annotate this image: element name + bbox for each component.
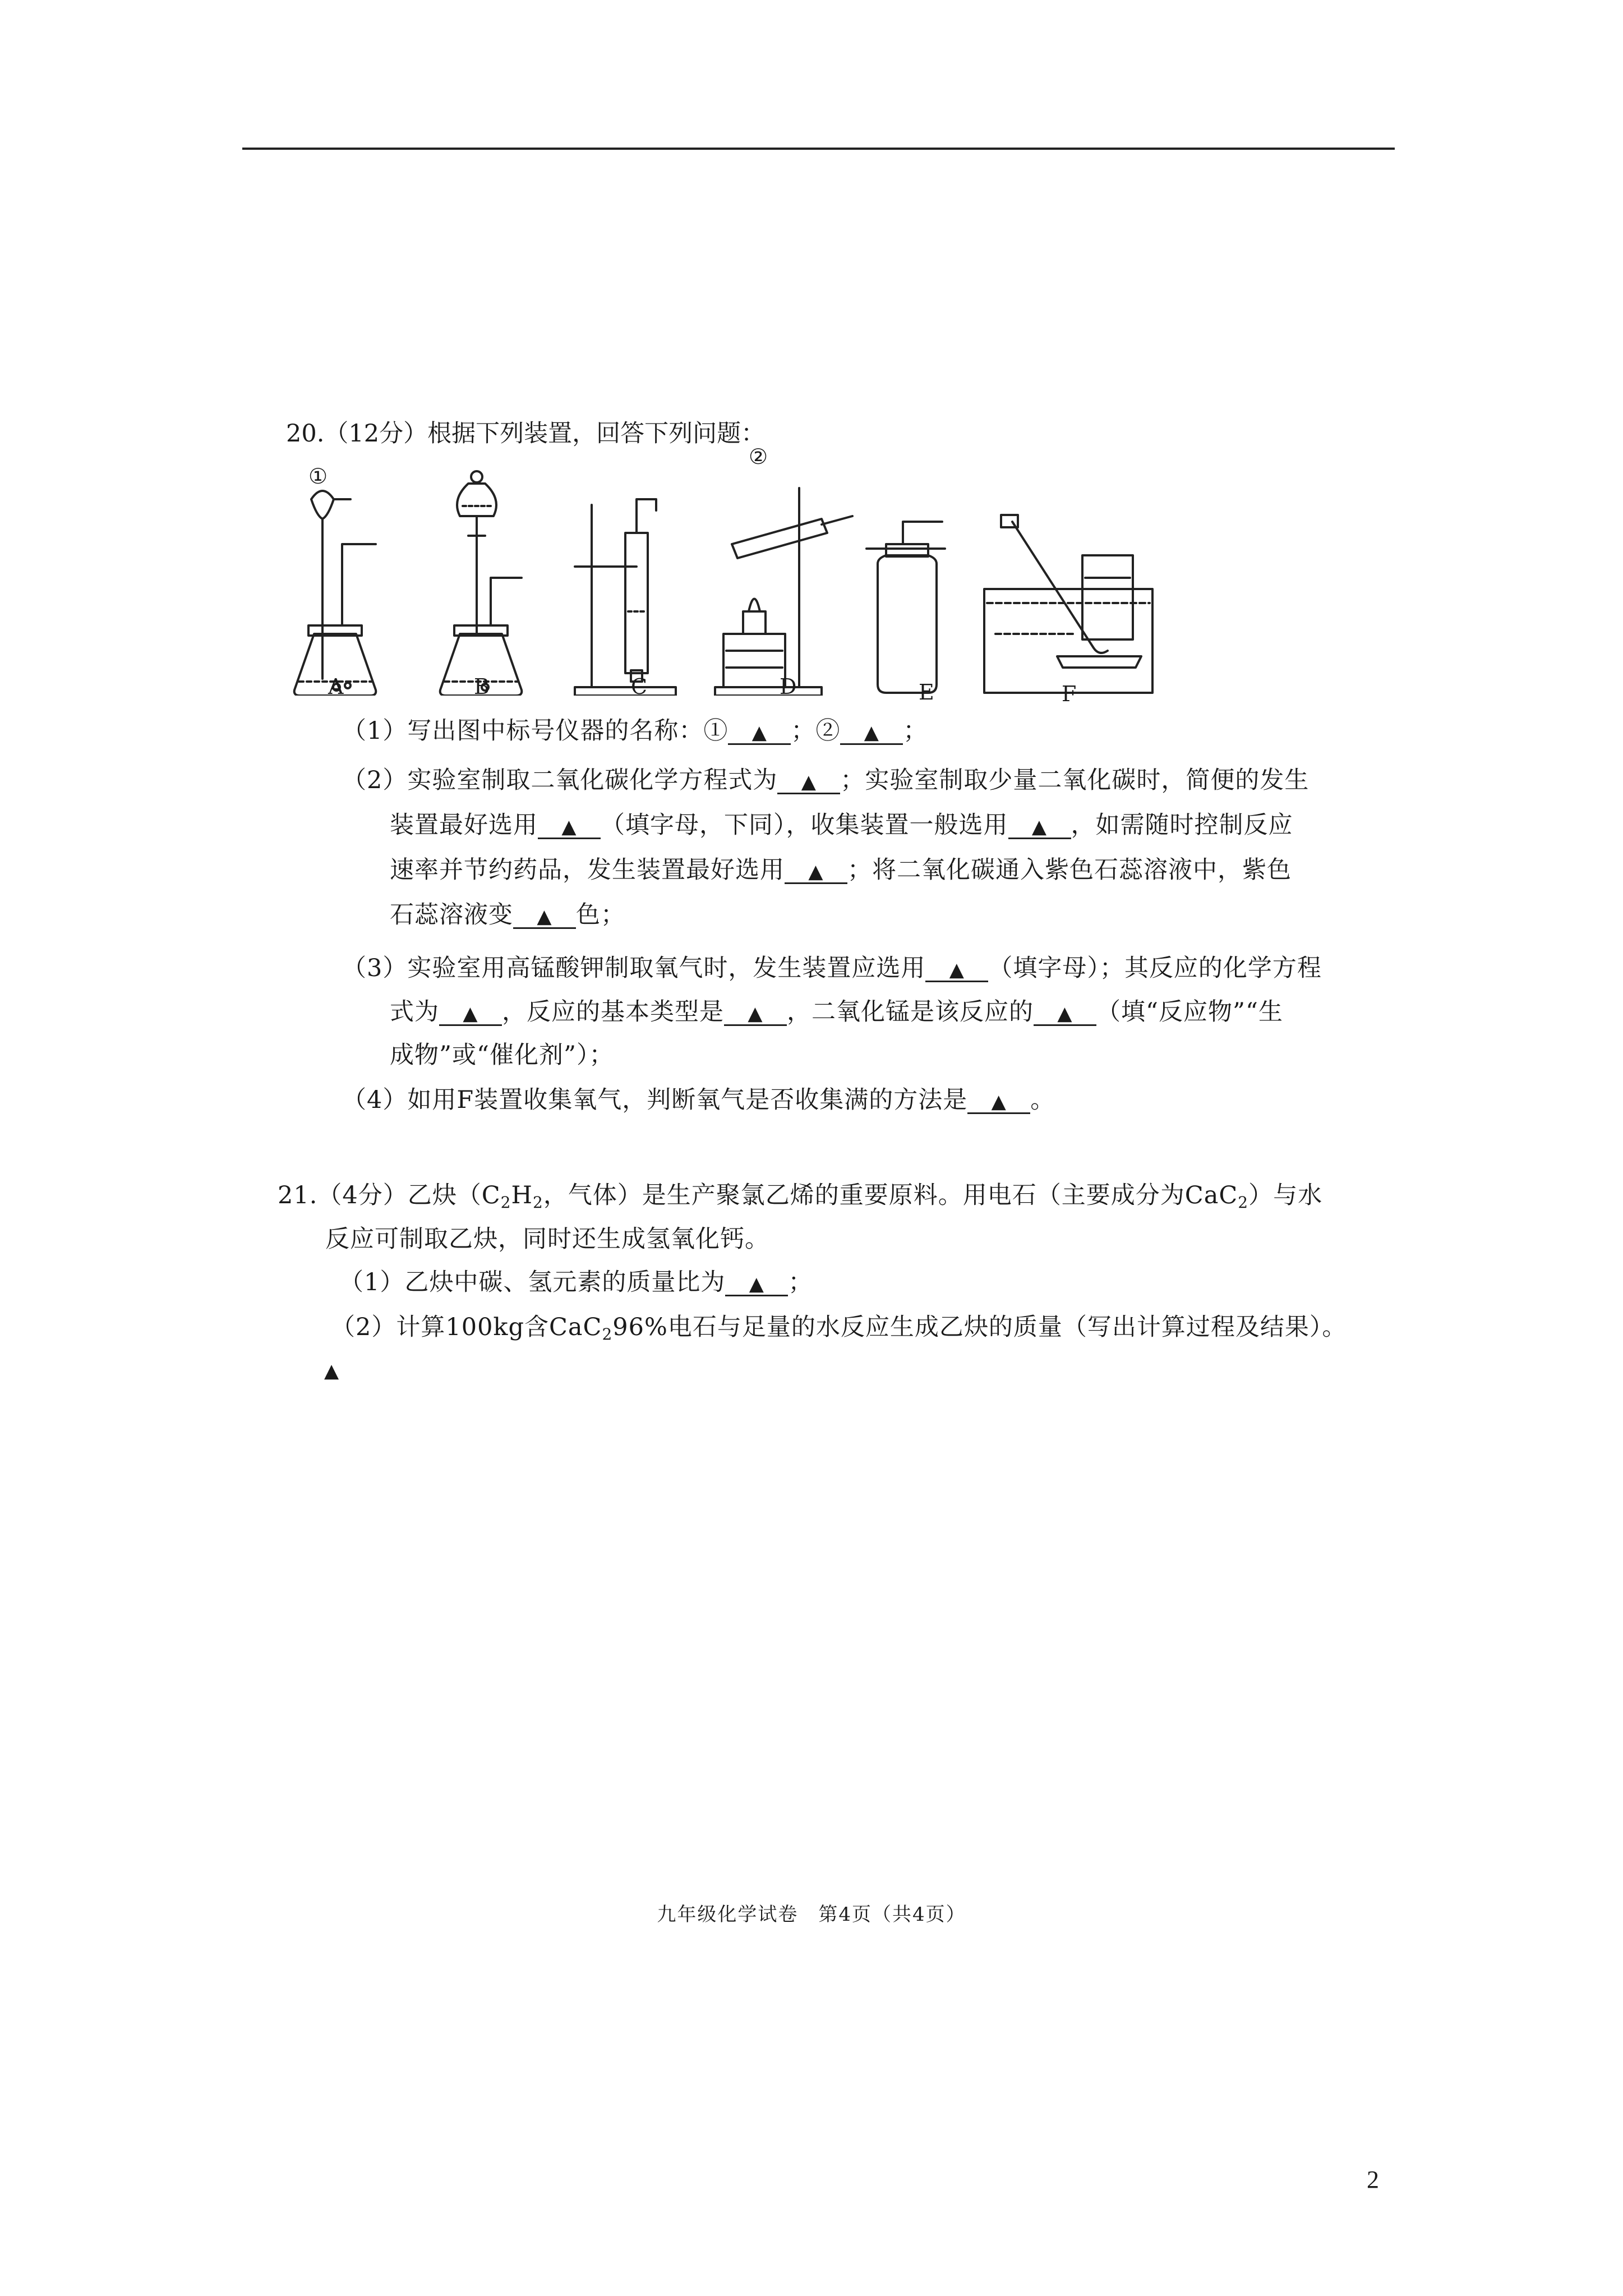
apparatus-c xyxy=(575,499,676,699)
answer-mark: ▲ xyxy=(949,959,965,981)
label-f: F xyxy=(1062,682,1077,706)
label-b: B xyxy=(474,674,490,699)
q20-part2-line2 xyxy=(390,813,1293,839)
q20-part3-text: ，二氧化锰是该反应的 xyxy=(787,998,1034,1026)
apparatus-b xyxy=(440,471,522,699)
label-c: C xyxy=(631,674,648,699)
q20-part2-text: （填字母，下同），收集装置一般选用 xyxy=(601,811,1008,839)
header-rule xyxy=(242,148,1395,150)
q20-part2-text: 速率并节约药品，发生装置最好选用 xyxy=(390,856,785,884)
q20-part3-text: 式为 xyxy=(390,998,439,1026)
answer-mark: ▲ xyxy=(749,1273,764,1295)
q20-part3-line1 xyxy=(342,956,1322,982)
q21-part2 xyxy=(331,1315,1347,1342)
q20-part1-text-b: ；② xyxy=(791,717,841,745)
q20-part2-line4 xyxy=(390,903,625,929)
page-number: 2 xyxy=(1367,2166,1379,2193)
answer-blank[interactable] xyxy=(724,1000,787,1026)
label-d: D xyxy=(780,674,797,699)
question-21-line1 xyxy=(278,1181,1323,1212)
q20-part3-text: （填字母）；其反应的化学方程 xyxy=(988,954,1322,982)
subscript: 2 xyxy=(500,1193,511,1212)
q20-part3-text: （3）实验室用高锰酸钾制取氧气时，发生装置应选用 xyxy=(342,954,926,982)
answer-blank[interactable] xyxy=(785,858,847,884)
subscript: 2 xyxy=(1238,1193,1249,1212)
answer-blank[interactable] xyxy=(925,956,988,982)
answer-blank[interactable] xyxy=(1034,1000,1096,1026)
subscript: 2 xyxy=(532,1193,543,1212)
q20-part3-line3: 成物”或“催化剂”）； xyxy=(390,1041,614,1069)
answer-mark: ▲ xyxy=(463,1002,478,1025)
subscript: 2 xyxy=(602,1325,613,1343)
answer-mark: ▲ xyxy=(537,905,552,928)
q21-part1-text: ； xyxy=(788,1268,813,1296)
q21-part1 xyxy=(339,1268,813,1296)
apparatus-drawing xyxy=(283,466,1158,699)
q20-part3-line2 xyxy=(390,1000,1283,1026)
q21-text: 21.（4分）乙炔（C xyxy=(278,1181,501,1209)
apparatus-figure xyxy=(283,444,1158,699)
answer-blank[interactable] xyxy=(777,769,840,794)
q20-part4-text: （4）如用F装置收集氧气，判断氧气是否收集满的方法是 xyxy=(342,1086,968,1114)
q20-part1 xyxy=(342,719,928,745)
answer-blank[interactable] xyxy=(538,813,601,839)
q20-part2-text: 装置最好选用 xyxy=(390,811,538,839)
circle-marker-1: ① xyxy=(308,464,328,489)
q20-part1-text-a: （1）写出图中标号仪器的名称：① xyxy=(342,717,728,745)
answer-mark: ▲ xyxy=(751,721,767,744)
answer-blank[interactable] xyxy=(1008,813,1071,839)
question-21-line2: 反应可制取乙炔，同时还生成氢氧化钙。 xyxy=(325,1225,769,1253)
answer-mark: ▲ xyxy=(1057,1002,1073,1025)
apparatus-f xyxy=(984,515,1152,693)
q21-part2-text: （2）计算100kg含CaC xyxy=(331,1313,602,1341)
q21-part2-text: 96%电石与足量的水反应生成乙炔的质量（写出计算过程及结果）。 xyxy=(612,1313,1347,1341)
answer-mark: ▲ xyxy=(748,1002,763,1025)
apparatus-a xyxy=(294,491,376,699)
apparatus-e xyxy=(866,522,945,693)
circle-marker-2: ② xyxy=(749,444,768,469)
answer-mark: ▲ xyxy=(561,816,577,838)
answer-blank[interactable] xyxy=(439,1000,502,1026)
label-e: E xyxy=(919,680,934,705)
label-a: A xyxy=(328,674,344,699)
q21-answer-area[interactable] xyxy=(324,1358,339,1382)
q20-part4-text: 。 xyxy=(1030,1086,1055,1114)
answer-mark: ▲ xyxy=(808,861,824,883)
apparatus-d xyxy=(715,488,852,699)
question-20-heading: 20.（12分）根据下列装置，回答下列问题： xyxy=(286,420,766,448)
q21-part1-text: （1）乙炔中碳、氢元素的质量比为 xyxy=(339,1268,726,1296)
answer-blank[interactable] xyxy=(728,719,791,745)
q21-text: ）与水 xyxy=(1248,1181,1323,1209)
q20-part1-text-c: ； xyxy=(903,717,928,745)
q20-part2-text: ，如需随时控制反应 xyxy=(1071,811,1293,839)
q20-part3-text: ，反应的基本类型是 xyxy=(502,998,724,1026)
answer-mark: ▲ xyxy=(864,721,879,744)
q20-part4 xyxy=(342,1088,1055,1114)
page-footer: 九年级化学试卷 第4页（共4页） xyxy=(657,1903,966,1926)
q20-part2-text: （2）实验室制取二氧化碳化学方程式为 xyxy=(342,766,778,794)
answer-mark: ▲ xyxy=(991,1091,1007,1113)
answer-blank[interactable] xyxy=(513,903,576,929)
q21-text: ，气体）是生产聚氯乙烯的重要原料。用电石（主要成分为CaC xyxy=(543,1181,1238,1209)
answer-mark: ▲ xyxy=(801,771,817,793)
q20-part2-line3 xyxy=(390,858,1292,884)
q20-part2-line1 xyxy=(342,766,1310,794)
answer-mark: ▲ xyxy=(1031,816,1048,838)
q20-part2-text: ；实验室制取少量二氧化碳时，简便的发生 xyxy=(840,766,1310,794)
q20-part2-text: ；将二氧化碳通入紫色石蕊溶液中，紫色 xyxy=(847,856,1292,884)
q20-part2-text: 色； xyxy=(576,901,625,929)
answer-blank[interactable] xyxy=(967,1088,1030,1114)
q20-part3-text: （填“反应物”“生 xyxy=(1096,998,1283,1026)
answer-mark: ▲ xyxy=(324,1360,340,1382)
q20-part2-text: 石蕊溶液变 xyxy=(390,901,513,929)
answer-blank[interactable] xyxy=(725,1271,788,1296)
q21-text: H xyxy=(511,1181,533,1209)
answer-blank[interactable] xyxy=(840,719,903,745)
